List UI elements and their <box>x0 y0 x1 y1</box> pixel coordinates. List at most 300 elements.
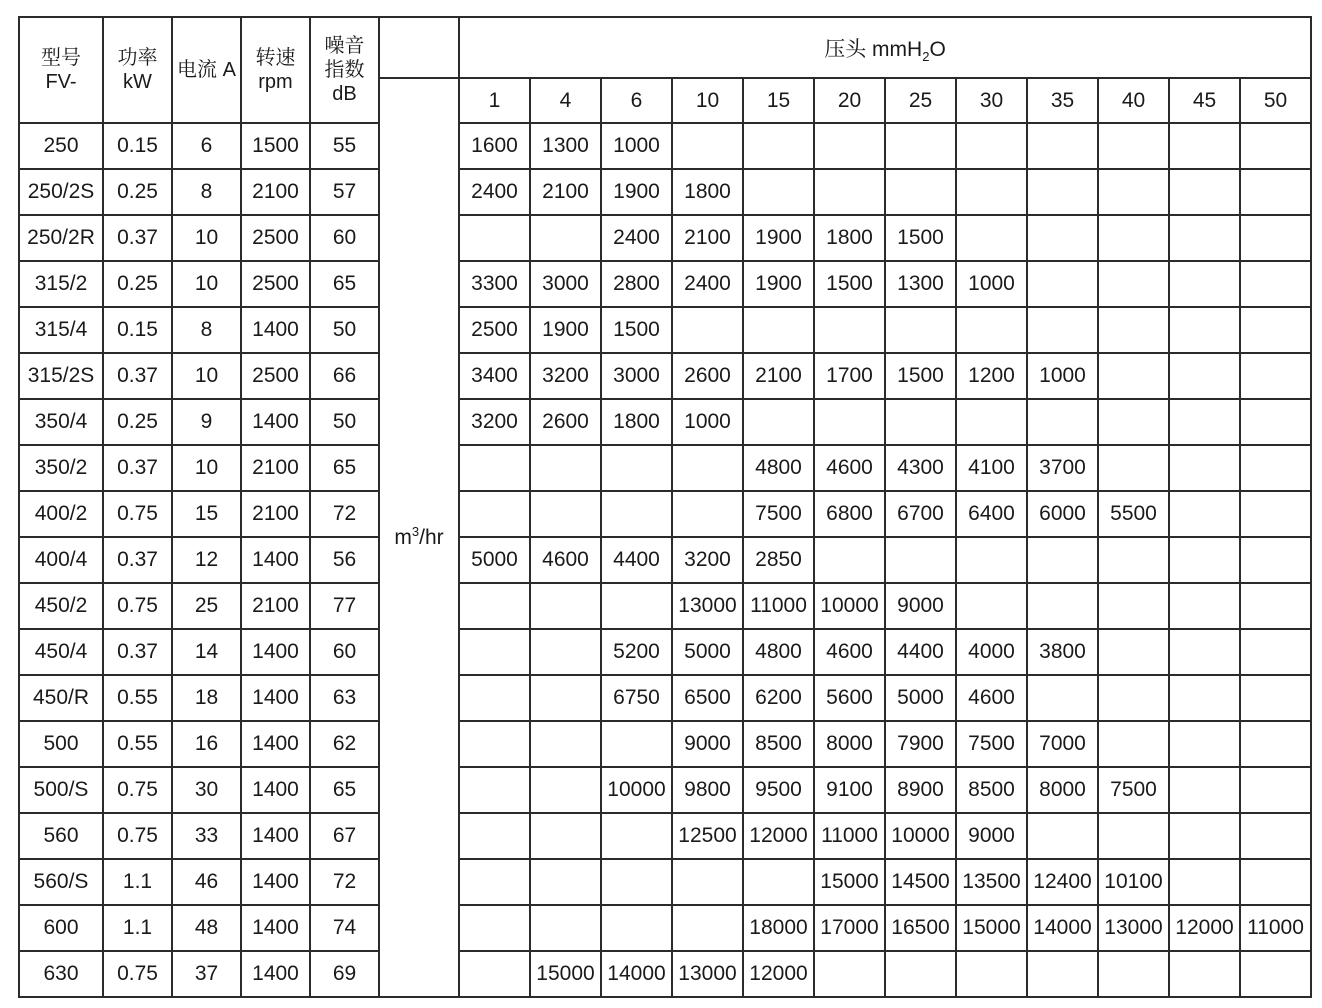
flow-cell <box>1027 951 1098 997</box>
table-row <box>19 399 1311 445</box>
flow-cell: 11000 <box>1240 905 1311 951</box>
flow-cell <box>1027 399 1098 445</box>
flow-cell <box>672 123 743 169</box>
flow-cell: 1900 <box>743 261 814 307</box>
flow-cell <box>1240 445 1311 491</box>
flow-cell: 4600 <box>814 629 885 675</box>
flow-cell: 5000 <box>885 675 956 721</box>
speed-cell: 1400 <box>241 675 310 721</box>
noise-cell: 56 <box>310 537 379 583</box>
flow-cell: 14000 <box>601 951 672 997</box>
flow-cell <box>1240 399 1311 445</box>
power-cell: 0.25 <box>103 399 172 445</box>
flow-cell: 7500 <box>956 721 1027 767</box>
flow-cell: 1200 <box>956 353 1027 399</box>
flow-cell: 6750 <box>601 675 672 721</box>
power-cell: 0.75 <box>103 767 172 813</box>
flow-cell <box>1169 951 1240 997</box>
header-noise: 噪音 指数 dB <box>310 17 379 123</box>
flow-cell <box>601 491 672 537</box>
flow-cell <box>601 721 672 767</box>
flow-cell <box>1240 169 1311 215</box>
flow-cell: 15000 <box>530 951 601 997</box>
table-row <box>19 951 1311 997</box>
flow-cell <box>1240 353 1311 399</box>
pressure-title-post: O <box>929 37 946 61</box>
flow-cell: 4400 <box>885 629 956 675</box>
flow-cell <box>601 813 672 859</box>
flow-cell: 4800 <box>743 445 814 491</box>
speed-cell: 1400 <box>241 859 310 905</box>
current-cell: 10 <box>172 445 241 491</box>
power-cell: 0.25 <box>103 169 172 215</box>
speed-cell: 1500 <box>241 123 310 169</box>
pressure-value-header: 1 <box>459 78 530 123</box>
flow-cell: 11000 <box>743 583 814 629</box>
flow-cell: 1300 <box>885 261 956 307</box>
model-cell: 350/2 <box>19 445 103 491</box>
flow-cell: 3700 <box>1027 445 1098 491</box>
flow-cell <box>1098 307 1169 353</box>
unit-post: /hr <box>419 525 444 549</box>
flow-cell: 2400 <box>459 169 530 215</box>
flow-cell <box>459 951 530 997</box>
flow-cell: 1600 <box>459 123 530 169</box>
speed-cell: 1400 <box>241 537 310 583</box>
flow-cell <box>1169 215 1240 261</box>
header-model: 型号 FV- <box>19 17 103 123</box>
model-cell: 450/2 <box>19 583 103 629</box>
flow-cell: 3000 <box>601 353 672 399</box>
current-cell: 6 <box>172 123 241 169</box>
table-row <box>19 537 1311 583</box>
flow-cell <box>1098 537 1169 583</box>
noise-cell: 65 <box>310 261 379 307</box>
flow-cell: 9000 <box>956 813 1027 859</box>
header-speed: 转速 rpm <box>241 17 310 123</box>
flow-cell: 6200 <box>743 675 814 721</box>
flow-cell <box>1169 307 1240 353</box>
pressure-value-header: 4 <box>530 78 601 123</box>
flow-cell: 18000 <box>743 905 814 951</box>
noise-cell: 60 <box>310 629 379 675</box>
flow-cell <box>601 583 672 629</box>
speed-cell: 2100 <box>241 491 310 537</box>
flow-cell: 13000 <box>672 951 743 997</box>
table-row <box>19 813 1311 859</box>
flow-cell: 2850 <box>743 537 814 583</box>
flow-cell: 14000 <box>1027 905 1098 951</box>
flow-cell <box>956 307 1027 353</box>
flow-cell <box>1169 813 1240 859</box>
flow-cell <box>1169 445 1240 491</box>
flow-cell <box>459 767 530 813</box>
current-cell: 33 <box>172 813 241 859</box>
flow-cell <box>885 307 956 353</box>
flow-cell: 17000 <box>814 905 885 951</box>
flow-cell <box>1169 767 1240 813</box>
table-row <box>19 905 1311 951</box>
flow-cell <box>459 583 530 629</box>
flow-cell <box>956 583 1027 629</box>
pressure-value-header: 35 <box>1027 78 1098 123</box>
header-blank-cell <box>379 17 459 78</box>
current-cell: 10 <box>172 261 241 307</box>
table-row <box>19 307 1311 353</box>
flow-cell: 6800 <box>814 491 885 537</box>
pressure-value-header: 20 <box>814 78 885 123</box>
flow-cell: 3800 <box>1027 629 1098 675</box>
flow-cell <box>1098 721 1169 767</box>
flow-cell: 7900 <box>885 721 956 767</box>
flow-cell: 3200 <box>672 537 743 583</box>
speed-cell: 1400 <box>241 721 310 767</box>
current-cell: 12 <box>172 537 241 583</box>
flow-cell: 15000 <box>956 905 1027 951</box>
flow-cell <box>530 445 601 491</box>
header-current: 电流 A <box>172 17 241 123</box>
table-row <box>19 215 1311 261</box>
pressure-value-header: 30 <box>956 78 1027 123</box>
flow-cell: 16500 <box>885 905 956 951</box>
model-cell: 315/2S <box>19 353 103 399</box>
current-cell: 18 <box>172 675 241 721</box>
flow-cell <box>1169 721 1240 767</box>
power-cell: 0.15 <box>103 307 172 353</box>
model-cell: 350/4 <box>19 399 103 445</box>
noise-cell: 74 <box>310 905 379 951</box>
header-row <box>19 17 1311 78</box>
speed-cell: 2500 <box>241 215 310 261</box>
model-cell: 400/2 <box>19 491 103 537</box>
flow-cell <box>1098 813 1169 859</box>
flow-cell: 1900 <box>743 215 814 261</box>
noise-cell: 60 <box>310 215 379 261</box>
flow-cell: 3000 <box>530 261 601 307</box>
speed-cell: 2500 <box>241 261 310 307</box>
flow-cell <box>459 905 530 951</box>
flow-cell: 2100 <box>530 169 601 215</box>
flow-cell: 1000 <box>672 399 743 445</box>
noise-cell: 50 <box>310 307 379 353</box>
current-cell: 8 <box>172 169 241 215</box>
model-cell: 250/2R <box>19 215 103 261</box>
flow-cell: 12500 <box>672 813 743 859</box>
flow-cell: 7500 <box>1098 767 1169 813</box>
power-cell: 0.55 <box>103 675 172 721</box>
flow-cell: 12000 <box>1169 905 1240 951</box>
flow-cell <box>459 491 530 537</box>
flow-cell <box>530 629 601 675</box>
flow-cell: 5500 <box>1098 491 1169 537</box>
model-cell: 250/2S <box>19 169 103 215</box>
flow-cell <box>743 169 814 215</box>
flow-cell <box>1169 169 1240 215</box>
unit-sup: 3 <box>411 523 420 539</box>
flow-cell <box>1098 445 1169 491</box>
flow-cell <box>743 859 814 905</box>
power-cell: 0.37 <box>103 445 172 491</box>
flow-cell <box>672 905 743 951</box>
flow-cell <box>814 169 885 215</box>
flow-cell <box>601 905 672 951</box>
speed-cell: 1400 <box>241 951 310 997</box>
flow-cell <box>814 123 885 169</box>
flow-cell <box>1169 491 1240 537</box>
flow-cell <box>1027 813 1098 859</box>
speed-cell: 1400 <box>241 399 310 445</box>
model-cell: 450/4 <box>19 629 103 675</box>
flow-cell: 1500 <box>885 215 956 261</box>
power-cell: 0.37 <box>103 537 172 583</box>
flow-cell <box>814 399 885 445</box>
power-cell: 1.1 <box>103 905 172 951</box>
current-cell: 48 <box>172 905 241 951</box>
fan-spec-table <box>18 16 1312 998</box>
noise-cell: 69 <box>310 951 379 997</box>
power-cell: 0.37 <box>103 215 172 261</box>
flow-cell: 13000 <box>1098 905 1169 951</box>
flow-cell <box>956 169 1027 215</box>
pressure-value-header: 25 <box>885 78 956 123</box>
flow-cell <box>1098 583 1169 629</box>
pressure-value-header: 45 <box>1169 78 1240 123</box>
flow-cell: 9500 <box>743 767 814 813</box>
flow-cell <box>1027 537 1098 583</box>
flow-cell <box>601 859 672 905</box>
model-cell: 500 <box>19 721 103 767</box>
flow-cell: 2400 <box>672 261 743 307</box>
flow-cell: 7500 <box>743 491 814 537</box>
noise-cell: 65 <box>310 767 379 813</box>
flow-cell: 6500 <box>672 675 743 721</box>
flow-cell <box>530 813 601 859</box>
flow-cell <box>885 399 956 445</box>
flow-cell <box>1169 123 1240 169</box>
power-cell: 0.75 <box>103 583 172 629</box>
noise-cell: 55 <box>310 123 379 169</box>
flow-cell: 3400 <box>459 353 530 399</box>
flow-cell: 10100 <box>1098 859 1169 905</box>
flow-cell <box>956 951 1027 997</box>
flow-cell: 3200 <box>530 353 601 399</box>
power-cell: 0.37 <box>103 629 172 675</box>
flow-cell <box>1098 675 1169 721</box>
flow-cell <box>956 399 1027 445</box>
flow-cell <box>1169 353 1240 399</box>
flow-cell <box>1027 261 1098 307</box>
flow-cell: 6400 <box>956 491 1027 537</box>
flow-cell: 1900 <box>530 307 601 353</box>
flow-cell <box>814 537 885 583</box>
table-row <box>19 445 1311 491</box>
flow-cell <box>530 675 601 721</box>
table-row <box>19 583 1311 629</box>
model-cell: 315/4 <box>19 307 103 353</box>
power-cell: 0.55 <box>103 721 172 767</box>
flow-cell: 1900 <box>601 169 672 215</box>
current-cell: 25 <box>172 583 241 629</box>
flow-cell <box>459 859 530 905</box>
flow-cell <box>956 123 1027 169</box>
speed-cell: 1400 <box>241 629 310 675</box>
speed-cell: 1400 <box>241 813 310 859</box>
speed-cell: 1400 <box>241 307 310 353</box>
pressure-title-sub: 2 <box>922 48 930 64</box>
flow-cell: 5000 <box>459 537 530 583</box>
power-cell: 1.1 <box>103 859 172 905</box>
pressure-value-header: 6 <box>601 78 672 123</box>
flow-cell <box>1240 721 1311 767</box>
flow-cell: 3300 <box>459 261 530 307</box>
noise-cell: 50 <box>310 399 379 445</box>
flow-cell: 5000 <box>672 629 743 675</box>
flow-cell: 4600 <box>956 675 1027 721</box>
model-cell: 500/S <box>19 767 103 813</box>
current-cell: 30 <box>172 767 241 813</box>
noise-cell: 63 <box>310 675 379 721</box>
flow-cell: 2500 <box>459 307 530 353</box>
flow-cell: 12400 <box>1027 859 1098 905</box>
flow-cell <box>1027 583 1098 629</box>
power-cell: 0.75 <box>103 951 172 997</box>
flow-cell <box>1240 629 1311 675</box>
flow-cell: 1500 <box>814 261 885 307</box>
flow-cell: 3200 <box>459 399 530 445</box>
flow-cell <box>530 767 601 813</box>
current-cell: 16 <box>172 721 241 767</box>
speed-cell: 1400 <box>241 905 310 951</box>
flow-cell: 1500 <box>885 353 956 399</box>
flow-cell <box>459 813 530 859</box>
flow-cell: 9000 <box>672 721 743 767</box>
flow-cell: 12000 <box>743 951 814 997</box>
flow-cell <box>885 537 956 583</box>
power-cell: 0.15 <box>103 123 172 169</box>
pressure-value-header: 10 <box>672 78 743 123</box>
flow-cell: 13500 <box>956 859 1027 905</box>
speed-cell: 2100 <box>241 583 310 629</box>
model-cell: 450/R <box>19 675 103 721</box>
flow-cell: 5600 <box>814 675 885 721</box>
flow-cell: 1000 <box>1027 353 1098 399</box>
flow-cell <box>1240 951 1311 997</box>
unit-pre: m <box>394 525 412 549</box>
flow-cell: 9100 <box>814 767 885 813</box>
flow-cell <box>530 721 601 767</box>
pressure-value-header: 50 <box>1240 78 1311 123</box>
pressure-value-header: 40 <box>1098 78 1169 123</box>
flow-cell <box>1169 261 1240 307</box>
flow-cell <box>1027 675 1098 721</box>
header-power: 功率 kW <box>103 17 172 123</box>
power-cell: 0.75 <box>103 491 172 537</box>
flow-cell <box>1240 307 1311 353</box>
flow-cell <box>1027 123 1098 169</box>
flow-cell <box>1098 951 1169 997</box>
flow-cell: 10000 <box>814 583 885 629</box>
model-cell: 400/4 <box>19 537 103 583</box>
flow-cell: 14500 <box>885 859 956 905</box>
flow-cell: 4600 <box>814 445 885 491</box>
flow-cell <box>1240 537 1311 583</box>
flow-cell <box>530 491 601 537</box>
flow-cell: 1300 <box>530 123 601 169</box>
flow-cell: 12000 <box>743 813 814 859</box>
flow-cell <box>885 169 956 215</box>
table-row <box>19 767 1311 813</box>
flow-cell: 7000 <box>1027 721 1098 767</box>
flow-cell <box>885 951 956 997</box>
flow-cell <box>1027 215 1098 261</box>
speed-cell: 1400 <box>241 767 310 813</box>
speed-cell: 2500 <box>241 353 310 399</box>
flow-cell <box>530 905 601 951</box>
flow-cell <box>672 491 743 537</box>
flow-cell <box>1098 215 1169 261</box>
table-row <box>19 353 1311 399</box>
flow-cell <box>1169 537 1240 583</box>
speed-cell: 2100 <box>241 169 310 215</box>
flow-cell: 2600 <box>672 353 743 399</box>
model-cell: 600 <box>19 905 103 951</box>
flow-cell <box>743 307 814 353</box>
flow-cell <box>743 399 814 445</box>
flow-cell <box>1169 583 1240 629</box>
flow-cell <box>1240 813 1311 859</box>
flow-cell <box>1098 629 1169 675</box>
flow-cell <box>459 629 530 675</box>
table-row <box>19 629 1311 675</box>
table-row <box>19 261 1311 307</box>
flow-cell: 2800 <box>601 261 672 307</box>
flow-cell <box>1240 583 1311 629</box>
flow-cell: 1800 <box>672 169 743 215</box>
noise-cell: 57 <box>310 169 379 215</box>
flow-cell: 2100 <box>672 215 743 261</box>
current-cell: 10 <box>172 353 241 399</box>
noise-cell: 65 <box>310 445 379 491</box>
flow-cell: 2600 <box>530 399 601 445</box>
flow-cell <box>1240 215 1311 261</box>
flow-cell: 8000 <box>1027 767 1098 813</box>
flow-cell <box>1240 675 1311 721</box>
flow-cell <box>1240 859 1311 905</box>
current-cell: 46 <box>172 859 241 905</box>
flow-cell: 11000 <box>814 813 885 859</box>
flow-cell <box>743 123 814 169</box>
flow-unit-cell <box>379 78 459 997</box>
noise-cell: 66 <box>310 353 379 399</box>
current-cell: 14 <box>172 629 241 675</box>
model-cell: 560 <box>19 813 103 859</box>
flow-cell <box>601 445 672 491</box>
flow-cell: 6700 <box>885 491 956 537</box>
current-cell: 8 <box>172 307 241 353</box>
flow-cell: 9800 <box>672 767 743 813</box>
flow-cell: 2100 <box>743 353 814 399</box>
noise-cell: 77 <box>310 583 379 629</box>
flow-cell <box>1098 261 1169 307</box>
noise-cell: 72 <box>310 491 379 537</box>
flow-cell <box>814 951 885 997</box>
flow-cell <box>459 445 530 491</box>
flow-cell: 15000 <box>814 859 885 905</box>
flow-cell <box>530 859 601 905</box>
flow-cell <box>1098 353 1169 399</box>
pressure-header <box>459 17 1311 78</box>
flow-cell: 6000 <box>1027 491 1098 537</box>
